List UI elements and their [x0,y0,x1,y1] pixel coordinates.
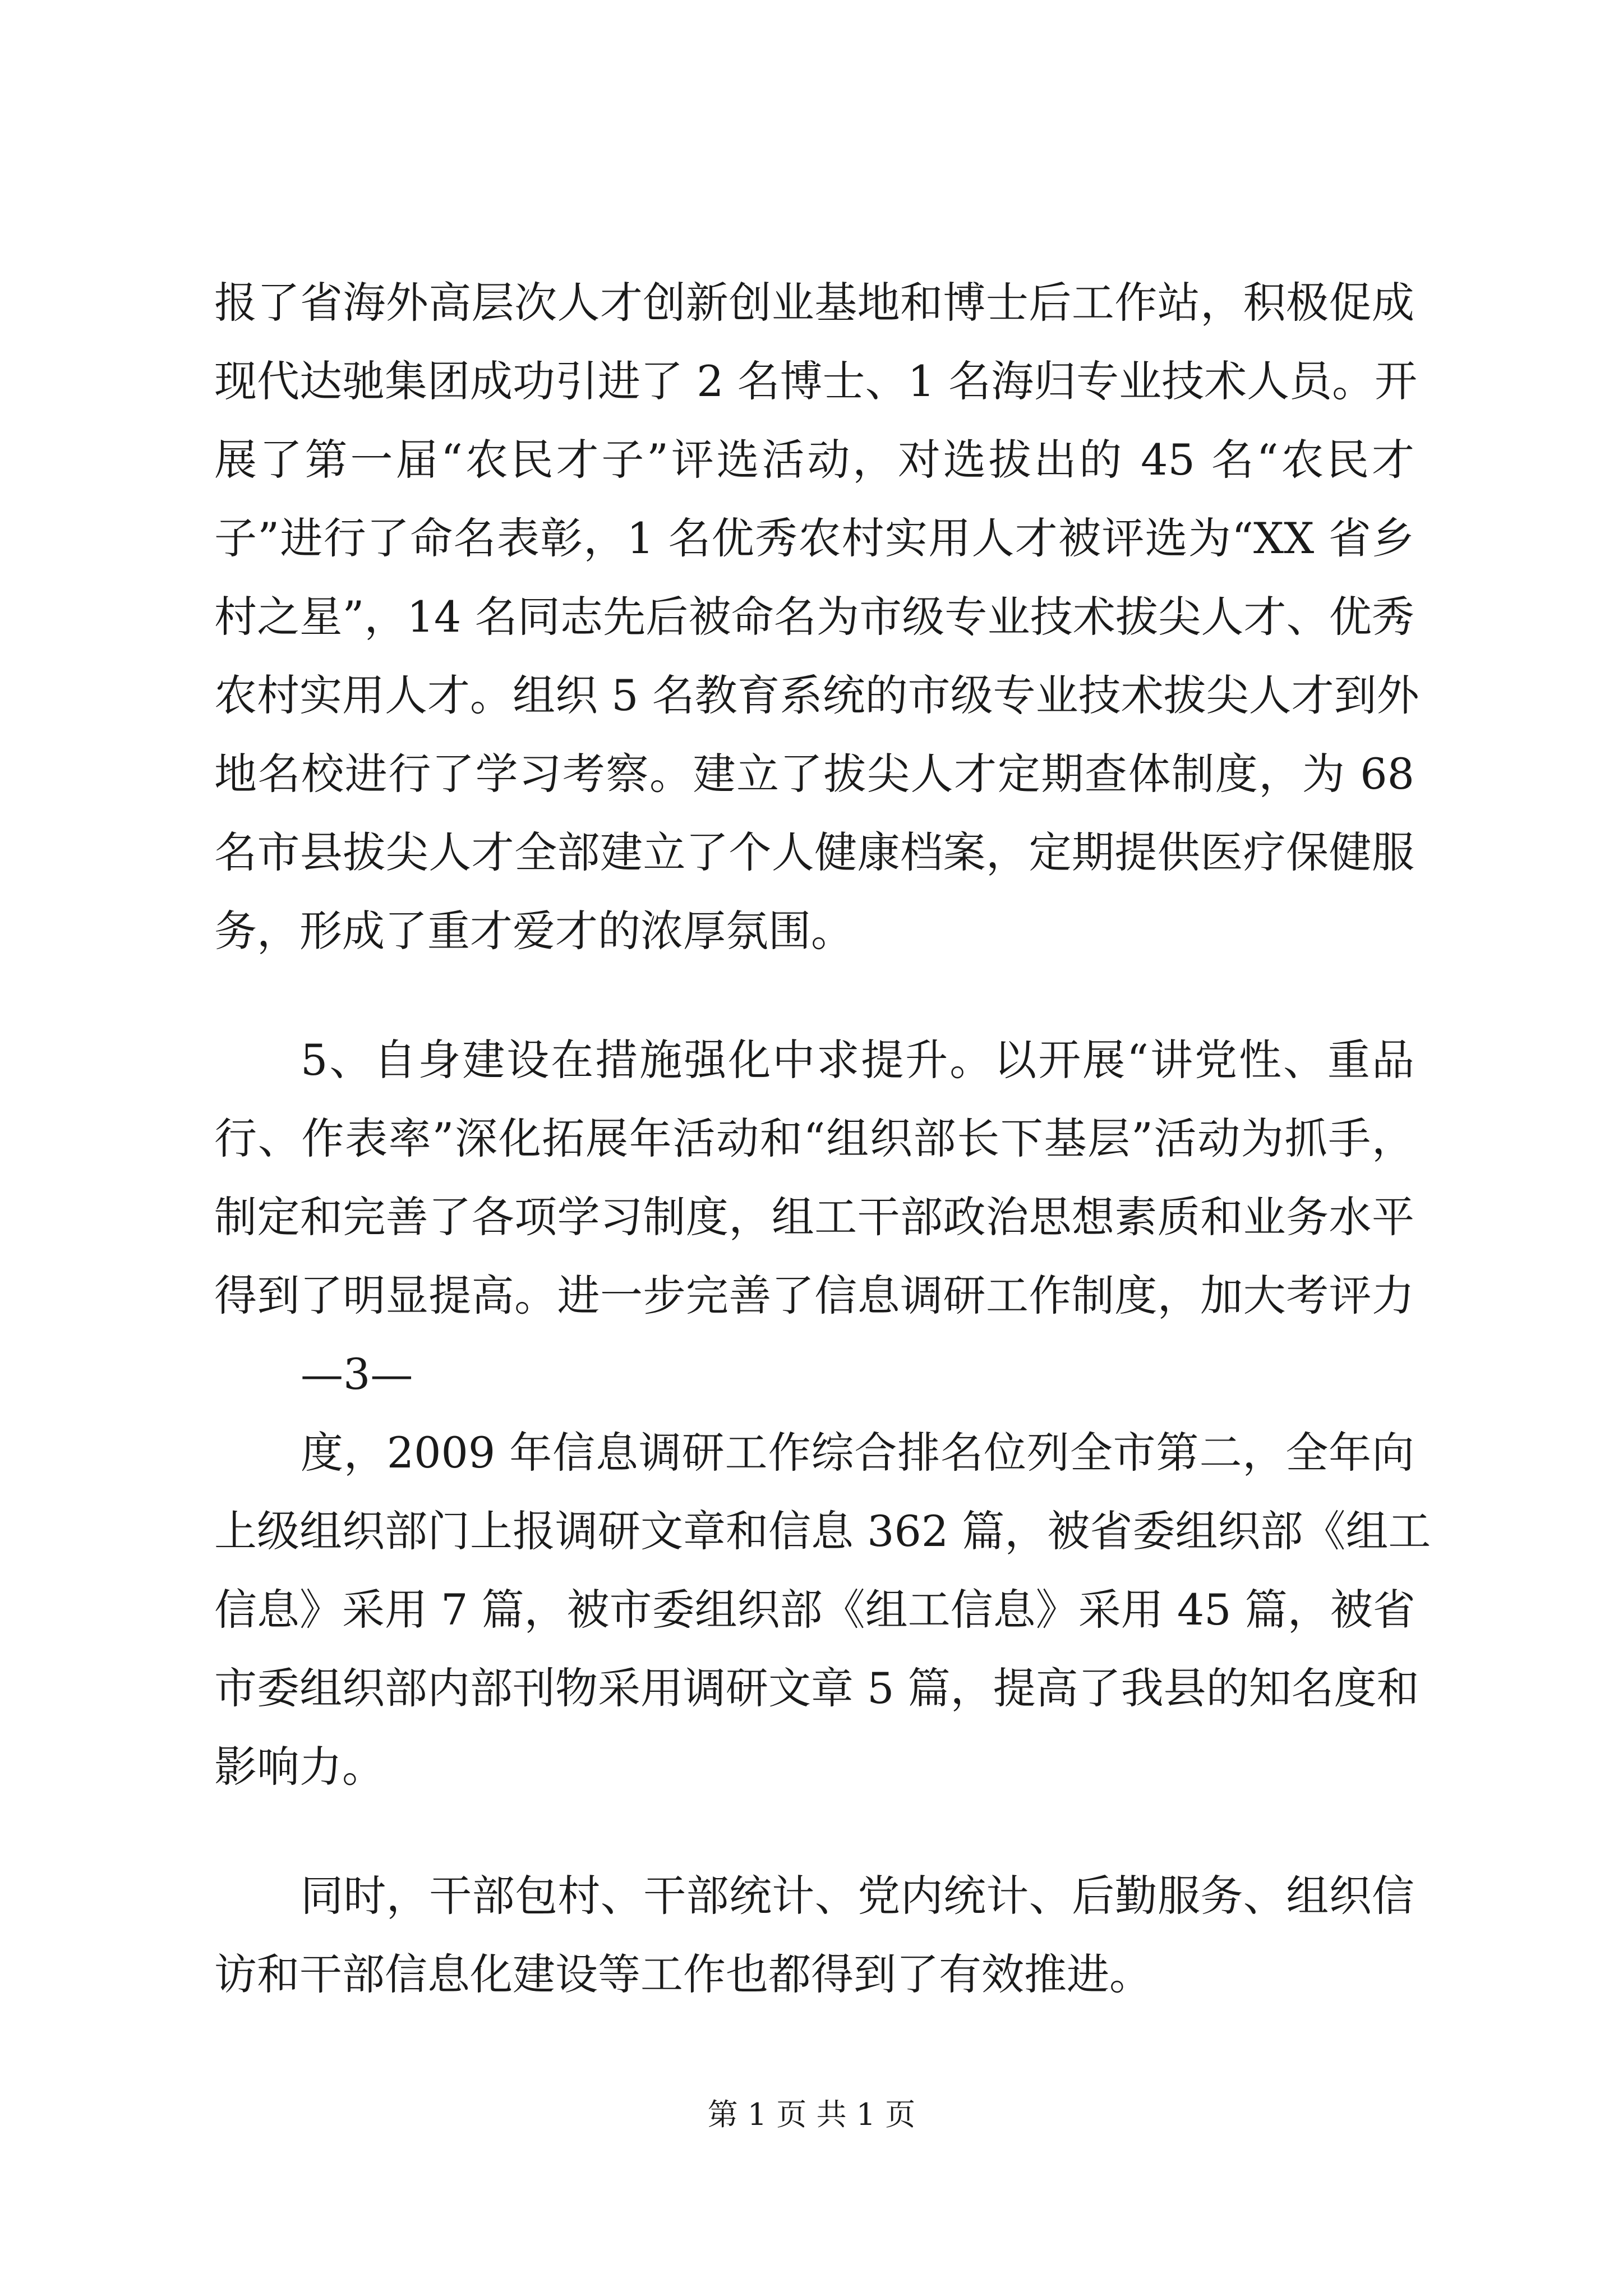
paragraph-line: 名市县拔尖人才全部建立了个人健康档案，定期提供医疗保健服 [214,827,1414,877]
paragraph-line: 上级组织部门上报调研文章和信息 362 篇，被省委组织部《组工 [214,1506,1431,1556]
paragraph-line: 5、自身建设在措施强化中求提升。以开展“讲党性、重品 [301,1035,1414,1085]
paragraph-line: 得到了明显提高。进一步完善了信息调研工作制度，加大考评力 [214,1271,1414,1320]
paragraph-line: 农村实用人才。组织 5 名教育系统的市级专业技术拔尖人才到外 [214,670,1419,720]
paragraph-line: 市委组织部内部刊物采用调研文章 5 篇，提高了我县的知名度和 [214,1663,1419,1713]
paragraph-line: 地名校进行了学习考察。建立了拔尖人才定期查体制度，为 68 [214,749,1414,799]
paragraph-line: 报了省海外高层次人才创新创业基地和博士后工作站，积极促成 [214,278,1414,328]
paragraph-line: 度，2009 年信息调研工作综合排名位列全市第二，全年向 [301,1428,1414,1478]
inline-page-number: —3— [301,1349,413,1399]
paragraph-line: 影响力。 [214,1742,385,1792]
paragraph-line: 展了第一届“农民才子”评选活动，对选拔出的 45 名“农民才 [214,435,1414,485]
paragraph-line: 行、作表率”深化拓展年活动和“组织部长下基层”活动为抓手， [214,1114,1414,1163]
paragraph-line: 子”进行了命名表彰，1 名优秀农村实用人才被评选为“XX 省乡 [214,513,1414,563]
paragraph-line: 同时，干部包村、干部统计、党内统计、后勤服务、组织信 [301,1871,1414,1921]
paragraph-line: 村之星”，14 名同志先后被命名为市级专业技术拔尖人才、优秀 [214,592,1414,642]
paragraph-line: 信息》采用 7 篇，被市委组织部《组工信息》采用 45 篇，被省 [214,1585,1415,1635]
paragraph-line: 现代达驰集团成功引进了 2 名博士、1 名海归专业技术人员。开 [214,356,1418,406]
paragraph-line: 务，形成了重才爱才的浓厚氛围。 [214,906,854,956]
paragraph-line: 制定和完善了各项学习制度，组工干部政治思想素质和业务水平 [214,1192,1414,1242]
page-footer: 第 1 页 共 1 页 [707,2097,916,2132]
paragraph-line: 访和干部信息化建设等工作也都得到了有效推进。 [214,1949,1152,1999]
